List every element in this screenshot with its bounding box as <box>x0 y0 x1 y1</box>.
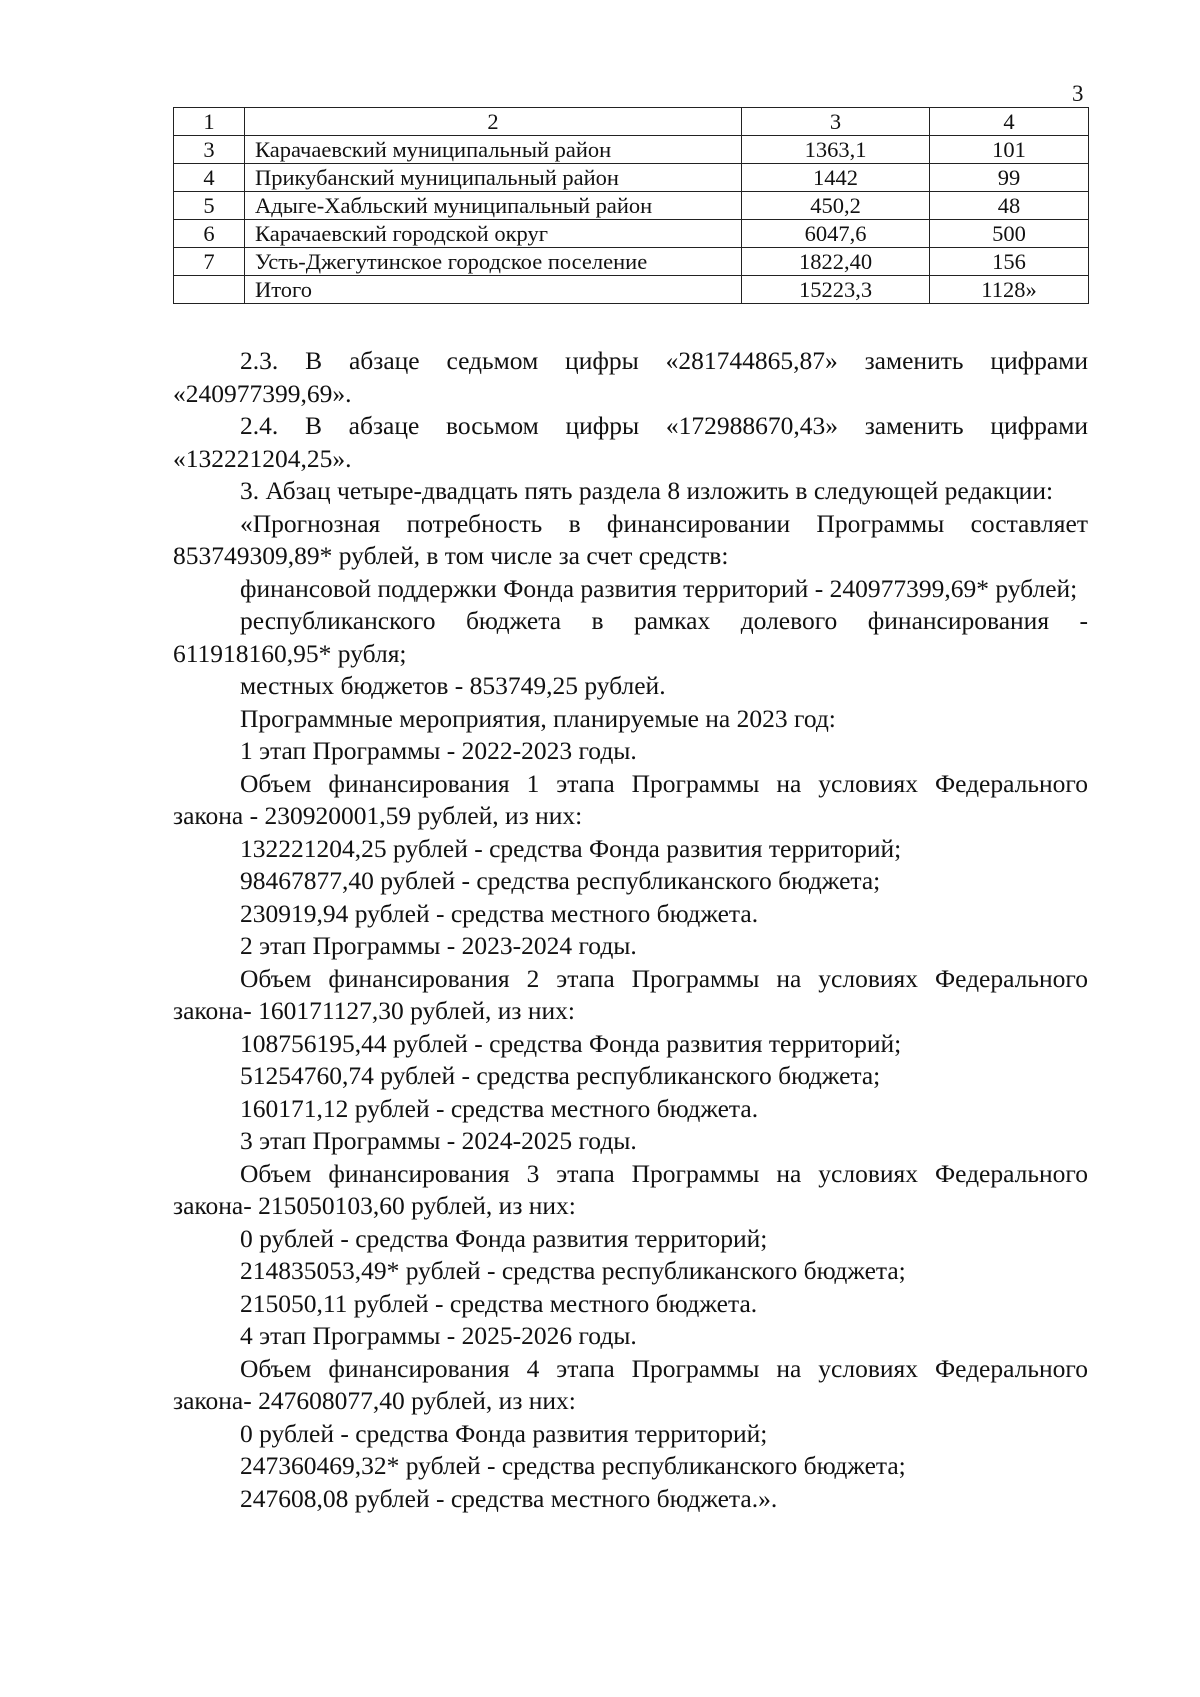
paragraph: 108756195,44 рублей - средства Фонда развития территорий; <box>240 1028 902 1058</box>
paragraph: Объем финансирования 4 этапа Программы на условиях Федерального закона- 247608077,40 рублей, из них: <box>173 1353 1088 1415</box>
table-row <box>174 192 1089 220</box>
table-cell <box>174 276 245 304</box>
table-cell: 48 <box>930 192 1089 220</box>
paragraph: «Прогнозная потребность в финансировании Программы составляет 853749309,89* рублей, в том числе за счет средств: <box>173 508 1088 570</box>
table-cell: 15223,3 <box>742 276 930 304</box>
table-header-cell: 4 <box>930 108 1089 136</box>
table-cell: Прикубанский муниципальный район <box>245 164 742 192</box>
paragraph: 3 этап Программы - 2024-2025 годы. <box>240 1126 637 1155</box>
paragraph: Объем финансирования 1 этапа Программы на условиях Федерального закона - 230920001,59 рублей, из них: <box>173 768 1088 830</box>
table-row <box>174 248 1089 276</box>
table-row <box>174 136 1089 164</box>
table-header-row <box>174 108 1089 136</box>
table-cell: 4 <box>174 164 245 192</box>
table-cell: 99 <box>930 164 1089 192</box>
table-cell: 6047,6 <box>742 220 930 248</box>
paragraph: местных бюджетов - 853749,25 рублей. <box>240 671 666 700</box>
table-row <box>174 220 1089 248</box>
paragraph: 2.3. В абзаце седьмом цифры «281744865,87» заменить цифрами «240977399,69». <box>173 346 1088 408</box>
table-cell: 500 <box>930 220 1089 248</box>
paragraph: 0 рублей - средства Фонда развития территорий; <box>240 1418 768 1448</box>
paragraph: 247608,08 рублей - средства местного бюджета.». <box>240 1483 778 1513</box>
paragraph: 215050,11 рублей - средства местного бюджета. <box>240 1288 758 1318</box>
table-cell: Карачаевский городской округ <box>245 220 742 248</box>
page-number: 3 <box>1072 81 1084 106</box>
table-total-row <box>174 276 1089 304</box>
table-cell: 1363,1 <box>742 136 930 164</box>
table-cell: Карачаевский муниципальный район <box>245 136 742 164</box>
table-cell: 450,2 <box>742 192 930 220</box>
paragraph: Объем финансирования 3 этапа Программы на условиях Федерального закона- 215050103,60 рублей, из них: <box>173 1158 1088 1220</box>
table-cell: Итого <box>245 276 742 304</box>
table-cell: 1822,40 <box>742 248 930 276</box>
paragraph: Объем финансирования 2 этапа Программы на условиях Федерального закона- 160171127,30 рублей, из них: <box>173 963 1088 1025</box>
document-body <box>173 345 1088 1515</box>
table-cell: Адыге-Хабльский муниципальный район <box>245 192 742 220</box>
paragraph: 214835053,49* рублей - средства республиканского бюджета; <box>240 1256 906 1285</box>
table-row <box>174 164 1089 192</box>
paragraph: финансовой поддержки Фонда развития территорий - 240977399,69* рублей; <box>240 573 1078 603</box>
paragraph: 247360469,32* рублей - средства республиканского бюджета; <box>240 1451 906 1480</box>
paragraph: 2.4. В абзаце восьмом цифры «172988670,43» заменить цифрами «132221204,25». <box>173 411 1088 473</box>
table-cell: 1442 <box>742 164 930 192</box>
funding-table <box>173 107 1089 304</box>
paragraph: республиканского бюджета в рамках долевого финансирования - 611918160,95* рубля; <box>173 606 1088 668</box>
table-cell: 5 <box>174 192 245 220</box>
table-cell: 3 <box>174 136 245 164</box>
table-cell: 156 <box>930 248 1089 276</box>
paragraph: 4 этап Программы - 2025-2026 годы. <box>240 1321 637 1350</box>
paragraph: 132221204,25 рублей - средства Фонда развития территорий; <box>240 833 902 863</box>
paragraph: 98467877,40 рублей - средства республиканского бюджета; <box>240 866 881 895</box>
paragraph: 230919,94 рублей - средства местного бюджета. <box>240 898 759 928</box>
paragraph: 2 этап Программы - 2023-2024 годы. <box>240 931 637 960</box>
table-cell: Усть-Джегутинское городское поселение <box>245 248 742 276</box>
paragraph: 160171,12 рублей - средства местного бюджета. <box>240 1093 759 1123</box>
table-header-cell: 1 <box>174 108 245 136</box>
table-header-cell: 3 <box>742 108 930 136</box>
table-cell: 101 <box>930 136 1089 164</box>
paragraph: 3. Абзац четыре-двадцать пять раздела 8 изложить в следующей редакции: <box>240 476 1054 505</box>
paragraph: 51254760,74 рублей - средства республиканского бюджета; <box>240 1061 881 1090</box>
table-cell: 7 <box>174 248 245 276</box>
table-cell: 6 <box>174 220 245 248</box>
paragraph: 0 рублей - средства Фонда развития территорий; <box>240 1223 768 1253</box>
paragraph: Программные мероприятия, планируемые на 2023 год: <box>240 703 836 733</box>
table-header-cell: 2 <box>245 108 742 136</box>
table-cell: 1128» <box>930 276 1089 304</box>
paragraph: 1 этап Программы - 2022-2023 годы. <box>240 736 637 765</box>
